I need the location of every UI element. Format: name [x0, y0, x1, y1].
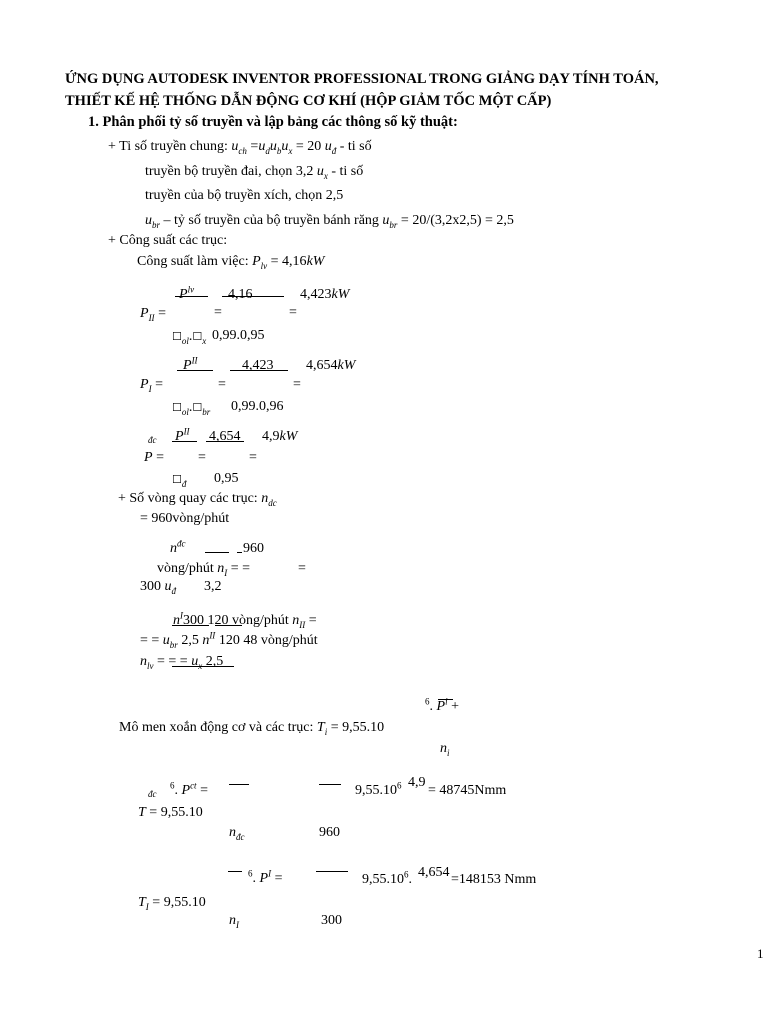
t1-result: =148153 Nmm [451, 872, 537, 887]
n2-fraction-bar-2 [215, 625, 242, 626]
n1-fraction-bar-1 [205, 552, 229, 553]
tdc-rhs: 9,55.10$^6$ [355, 780, 402, 798]
pdc-eq-2: = [249, 450, 257, 465]
n1-eq: = [298, 561, 306, 576]
n1-line: vòng/phút $n_I$ = = [157, 561, 251, 578]
ratio-line-4: $u_{br}$ – tỷ số truyền của bộ truyền bánh răng $u_{br} = 20/(3,2x2,5) = 2,5$ [145, 213, 514, 230]
ratio-line-1: + Ti số truyền chung: $u_{ch} =u_du_bu_x = 20$ $u_đ$ - ti số [108, 139, 372, 156]
power-heading: + Công suất các trục: [108, 233, 228, 248]
p1-numerator-p: $P^{II}$ [183, 355, 198, 373]
ratio-line-2: truyền bộ truyền đai, chọn 3,2 $u_x$ - ti số [145, 164, 364, 181]
title-line-1: ỨNG DỤNG AUTODESK INVENTOR PROFESSIONAL TRONG GIẢNG DẠY TÍNH TOÁN, [65, 71, 659, 87]
pdc-numerator-p: $P^{II}$ [175, 426, 190, 444]
pdc-fraction-bar-1 [172, 441, 197, 442]
pdc-lhs: P = [144, 450, 164, 465]
p2-numerator-value: 4,16 [228, 287, 253, 302]
torque-general-bar [438, 699, 453, 700]
p2-fraction-bar-1 [175, 296, 208, 297]
n3-fraction-bar [172, 666, 234, 667]
t1-fraction-bar-2 [316, 871, 348, 872]
t1-rhs-numerator: 4,654 [418, 865, 450, 880]
n1-numerator-n: $n^{đc}$ [170, 538, 186, 556]
p2-fraction-bar-2 [222, 296, 284, 297]
n2-line-1: $n^I300$ 120 vòng/phút $n_{II}$ = [173, 610, 317, 630]
tdc-denominator: $n_{đc}$ [229, 825, 245, 842]
pdc-eq-1: = [198, 450, 206, 465]
title-line-2: THIẾT KẾ HỆ THỐNG DẪN ĐỘNG CƠ KHÍ (HỘP GIẢM TỐC MỘT CẤP) [65, 93, 552, 109]
tdc-denominator-value: 960 [319, 825, 340, 840]
p1-eq-2: = [293, 377, 301, 392]
p1-fraction-bar-2 [230, 370, 288, 371]
p1-fraction-bar-1 [177, 370, 213, 371]
tdc-rhs-numerator: 4,9 [408, 775, 426, 790]
p1-denominator-value: 0,99.0,96 [231, 399, 284, 414]
pdc-denominator: $☐_đ$ [172, 473, 187, 489]
p2-result: 4,423kW [300, 287, 350, 302]
p2-denominator: $☐_{ol}.☐_x$ [172, 329, 207, 346]
t1-denominator: $n_I$ [229, 913, 239, 930]
tdc-lhs: T = 9,55.10 [138, 805, 203, 820]
p2-eq-2: = [289, 305, 297, 320]
torque-general-top: $^6$. $P^i$ + [425, 696, 459, 714]
tdc-top: $^6$. $P^{ct}$ = [170, 780, 208, 798]
t1-denominator-value: 300 [321, 913, 342, 928]
tdc-result: = 48745Nmm [428, 783, 507, 798]
n1-denominator-value: 3,2 [204, 579, 222, 594]
p2-numerator-p: $P^{lv}$ [179, 284, 195, 302]
section-heading: 1. Phân phối tỷ số truyền và lập bảng các thông số kỹ thuật: [88, 114, 458, 130]
p2-denominator-value: 0,99.0,95 [212, 328, 265, 343]
n1-numerator-value: 960 [243, 541, 264, 556]
t1-rhs: 9,55.10$^6$. [362, 869, 412, 887]
p2-eq-1: = [214, 305, 222, 320]
t1-top: $^6$. $P^I$ = [248, 868, 283, 886]
page-number: 1 [757, 946, 764, 961]
speed-motor: = 960vòng/phút [140, 511, 230, 526]
p1-denominator: $☐_{ol}.☐_{br}$ [172, 400, 211, 417]
t1-fraction-bar-1 [228, 871, 242, 872]
p1-result: 4,654kW [306, 358, 356, 373]
pdc-denominator-value: 0,95 [214, 471, 239, 486]
n1-denominator: 300 $u_đ$ [140, 579, 176, 596]
p1-numerator-value: 4,423 [242, 358, 274, 373]
tdc-superscript: đc [148, 789, 157, 799]
p1-eq-1: = [218, 377, 226, 392]
torque-general-line: Mô men xoắn động cơ và các trục: $T_i = 9,55.10$ [119, 720, 385, 737]
p2-lhs: $P_{II}$ = [140, 306, 166, 323]
pdc-numerator-value: 4,654 [209, 429, 241, 444]
work-power: Công suất làm việc: $P_{lv} = 4,16kW$ [137, 254, 325, 271]
n1-fraction-bar-2 [237, 552, 242, 553]
pdc-superscript: đc [148, 435, 157, 445]
n2-fraction-bar-1 [172, 625, 209, 626]
torque-general-denominator: $n_i$ [440, 741, 450, 758]
pdc-fraction-bar-2 [206, 441, 244, 442]
speed-heading: + Số vòng quay các trục: $n_{dc}$ [118, 491, 277, 508]
tdc-fraction-bar-1 [229, 784, 249, 785]
t1-lhs: $T_I = 9,55.10$ [138, 895, 206, 912]
n2-line-2: = = $u_{br}$ 2,5 $n^{II}$ 120 48 vòng/phút [140, 630, 318, 650]
ratio-line-3: truyền của bộ truyền xích, chọn 2,5 [145, 188, 344, 203]
n3-line: $n_{lv}$ = = = $u_x$ 2,5 [140, 654, 224, 671]
p1-lhs: $P_I$ = [140, 377, 163, 394]
pdc-result: 4,9kW [262, 429, 298, 444]
tdc-fraction-bar-2 [319, 784, 341, 785]
